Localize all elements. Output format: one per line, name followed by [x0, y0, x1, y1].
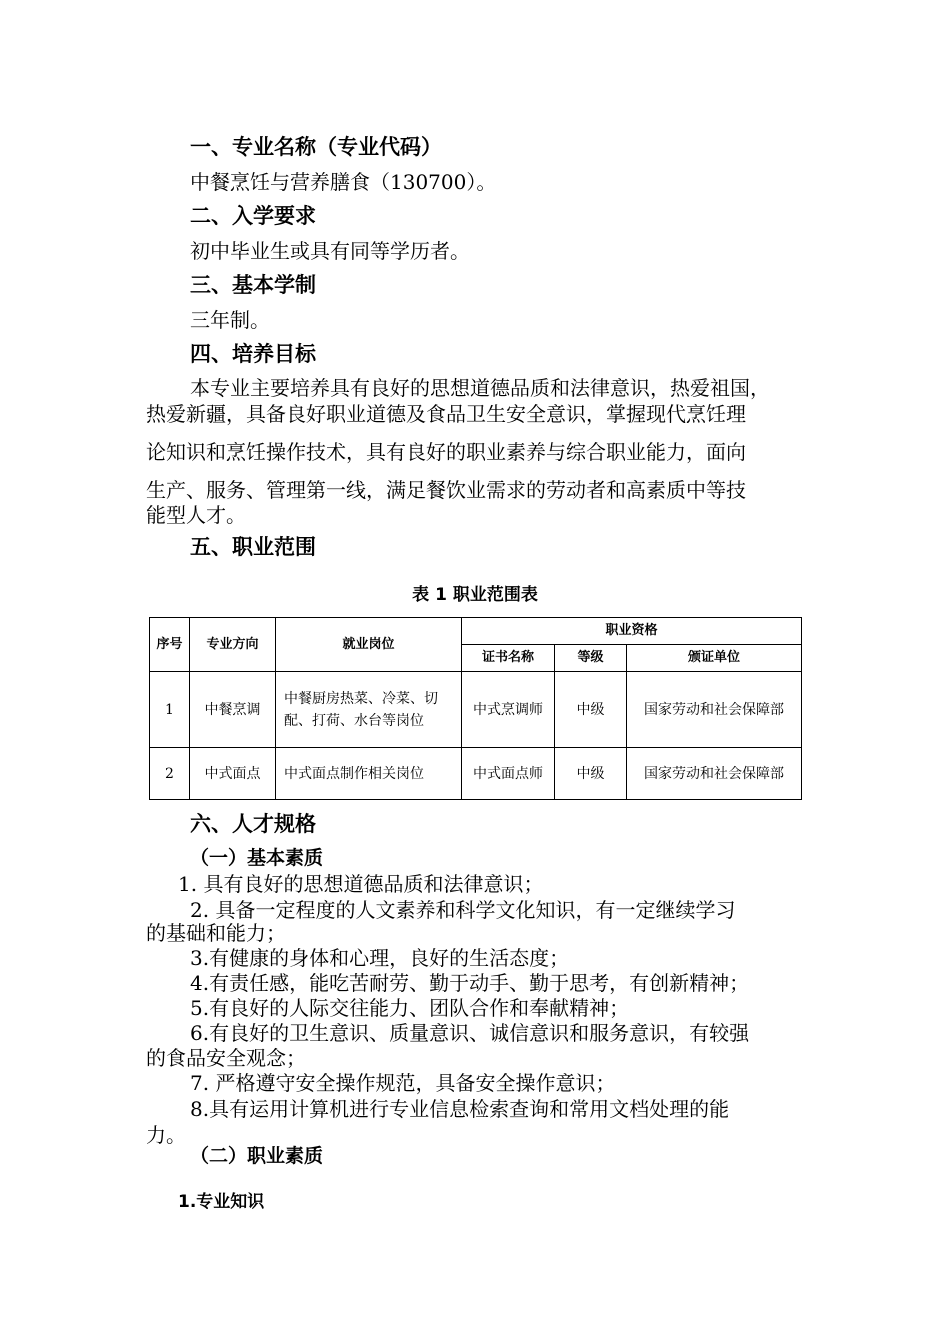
career-scope-table: [149, 617, 802, 800]
professional-quality-title: （二）职业素质: [190, 1145, 324, 1167]
section-2-body: 初中毕业生或具有同等学历者。: [190, 239, 470, 263]
header-direction: 专业方向: [190, 618, 276, 672]
cell-no: 1: [150, 672, 190, 748]
header-post: 就业岗位: [276, 618, 462, 672]
cell-level: 中级: [555, 748, 627, 800]
header-no: 序号: [150, 618, 190, 672]
section-4-line: 热爱新疆，具备良好职业道德及食品卫生安全意识，掌握现代烹饪理: [146, 402, 746, 426]
table-row: [150, 672, 802, 748]
basic-item: 2. 具备一定程度的人文素养和科学文化知识，有一定继续学习: [190, 898, 736, 922]
cell-issuer: 国家劳动和社会保障部: [627, 748, 802, 800]
table-caption: 表 1 职业范围表: [412, 585, 538, 605]
section-1-body: 中餐烹饪与营养膳食（130700）。: [190, 170, 497, 194]
cell-direction: 中式面点: [190, 748, 276, 800]
basic-item: 1. 具有良好的思想道德品质和法律意识；: [178, 872, 544, 896]
cell-post: 中餐厨房热菜、冷菜、切配、打荷、水台等岗位: [276, 672, 462, 748]
table-row: [150, 748, 802, 800]
header-level: 等级: [555, 645, 627, 672]
basic-item: 力。: [146, 1123, 186, 1147]
basic-item: 4.有责任感，能吃苦耐劳、勤于动手、勤于思考，有创新精神；: [190, 971, 750, 995]
cell-cert: 中式烹调师: [462, 672, 555, 748]
section-1-title: 一、专业名称（专业代码）: [190, 135, 442, 159]
cell-direction: 中餐烹调: [190, 672, 276, 748]
basic-item: 的食品安全观念；: [146, 1046, 306, 1070]
header-issuer: 颁证单位: [627, 645, 802, 672]
professional-knowledge-heading: 1.专业知识: [178, 1192, 265, 1212]
header-cert: 证书名称: [462, 645, 555, 672]
cell-level: 中级: [555, 672, 627, 748]
header-qualification: 职业资格: [462, 618, 802, 645]
section-4-line: 论知识和烹饪操作技术，具有良好的职业素养与综合职业能力，面向: [146, 440, 746, 464]
basic-quality-title: （一）基本素质: [190, 847, 324, 869]
cell-post: 中式面点制作相关岗位: [276, 748, 462, 800]
section-3-title: 三、基本学制: [190, 273, 316, 297]
basic-item: 的基础和能力；: [146, 921, 286, 945]
section-2-title: 二、入学要求: [190, 204, 316, 228]
basic-item: 5.有良好的人际交往能力、团队合作和奉献精神；: [190, 996, 630, 1020]
basic-item: 6.有良好的卫生意识、质量意识、诚信意识和服务意识，有较强: [190, 1021, 750, 1045]
section-4-line: 本专业主要培养具有良好的思想道德品质和法律意识，热爱祖国，: [190, 376, 770, 400]
section-3-body: 三年制。: [190, 308, 270, 332]
basic-item: 8.具有运用计算机进行专业信息检索查询和常用文档处理的能: [190, 1097, 730, 1121]
section-6-title: 六、人才规格: [190, 812, 316, 836]
section-4-title: 四、培养目标: [190, 342, 316, 366]
cell-cert: 中式面点师: [462, 748, 555, 800]
basic-item: 3.有健康的身体和心理，良好的生活态度；: [190, 946, 570, 970]
section-4-line: 生产、服务、管理第一线，满足餐饮业需求的劳动者和高素质中等技: [146, 478, 746, 502]
section-5-title: 五、职业范围: [190, 535, 316, 559]
basic-item: 7. 严格遵守安全操作规范，具备安全操作意识；: [190, 1071, 616, 1095]
cell-no: 2: [150, 748, 190, 800]
section-4-line: 能型人才。: [146, 503, 246, 527]
cell-issuer: 国家劳动和社会保障部: [627, 672, 802, 748]
